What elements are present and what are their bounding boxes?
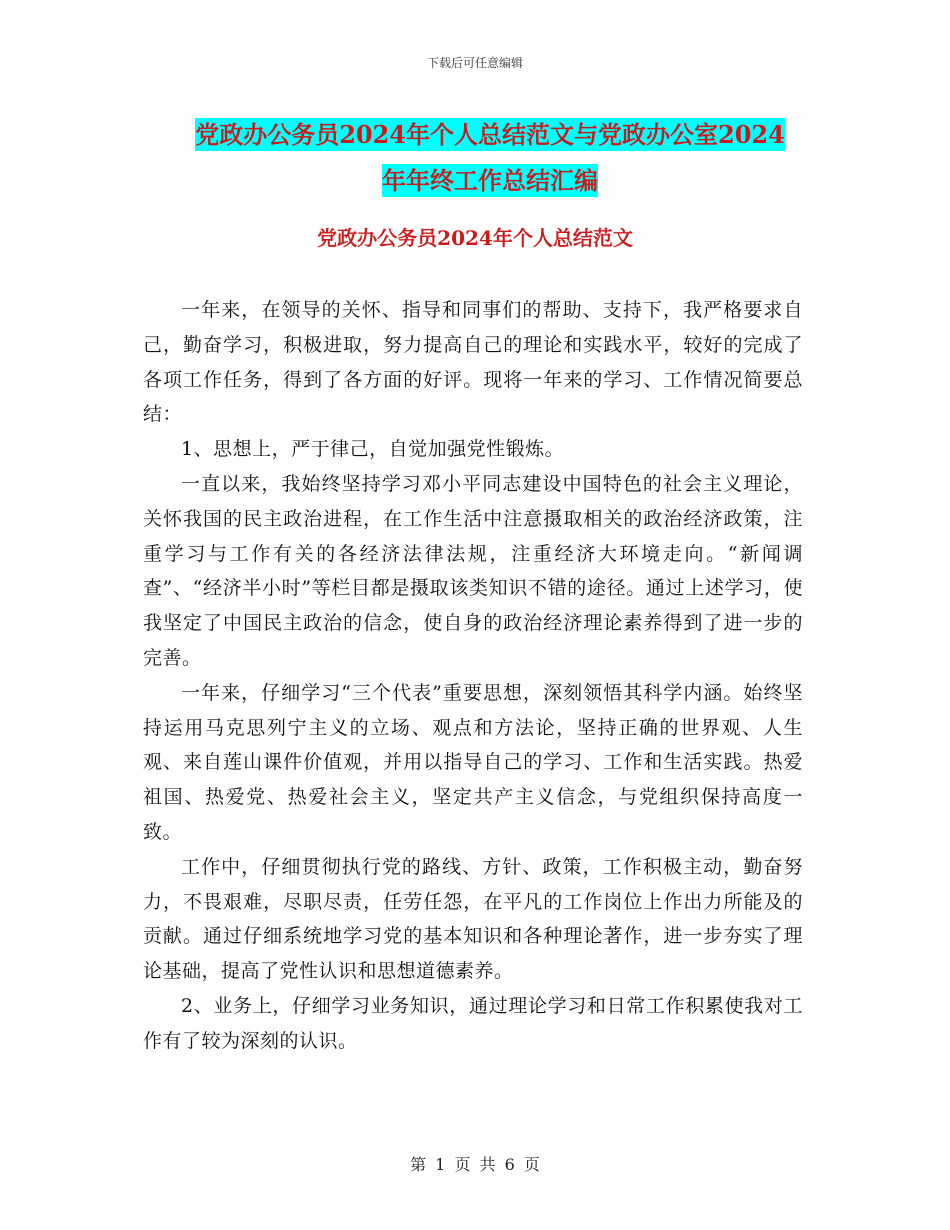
paragraph: 1、思想上，严于律己，自觉加强党性锻炼。 bbox=[181, 438, 565, 461]
body-text bbox=[143, 293, 803, 1059]
title-line-1: 党政办公务员2024年个人总结范文与党政办公室2024 bbox=[195, 120, 785, 149]
page-number-footer: 第 1 页 共 6 页 bbox=[410, 1155, 540, 1174]
paragraph: 一直以来，我始终坚持学习邓小平同志建设中国特色的社会主义理论，关怀我国的民主政治进程，在工作生活中注意摄取相关的政治经济政策，注重学习与工作有关的各经济法律法规，注重经济大环境走向。“新闻调查”、“经济半小时”等栏目都是摄取该类知识不错的途径。通过上述学习，使我坚定了中国民主政治的信念，使自身的政治经济理论素养得到了进一步的完善。 bbox=[143, 472, 803, 669]
document-title bbox=[150, 112, 830, 204]
paragraph: 一年来，在领导的关怀、指导和同事们的帮助、支持下，我严格要求自己，勤奋学习，积极进取，努力提高自己的理论和实践水平，较好的完成了各项工作任务，得到了各方面的好评。现将一年来的学习、工作情况简要总结： bbox=[143, 299, 803, 426]
section-title: 党政办公务员2024年个人总结范文 bbox=[317, 226, 633, 250]
paragraph: 2、业务上，仔细学习业务知识，通过理论学习和日常工作积累使我对工作有了较为深刻的认识。 bbox=[143, 994, 803, 1052]
paragraph: 一年来，仔细学习“三个代表”重要思想，深刻领悟其科学内涵。始终坚持运用马克思列宁主义的立场、观点和方法论，坚持正确的世界观、人生观、来自莲山课件价值观，并用以指导自己的学习、工作和生活实践。热爱祖国、热爱党、热爱社会主义，坚定共产主义信念，与党组织保持高度一致。 bbox=[143, 681, 803, 843]
title-line-2: 年年终工作总结汇编 bbox=[382, 166, 598, 195]
paragraph: 工作中，仔细贯彻执行党的路线、方针、政策，工作积极主动，勤奋努力，不畏艰难，尽职尽责，任劳任怨，在平凡的工作岗位上作出力所能及的贡献。通过仔细系统地学习党的基本知识和各种理论著作，进一步夯实了理论基础，提高了党性认识和思想道德素养。 bbox=[143, 855, 803, 983]
header-note: 下载后可任意编辑 bbox=[426, 56, 523, 70]
